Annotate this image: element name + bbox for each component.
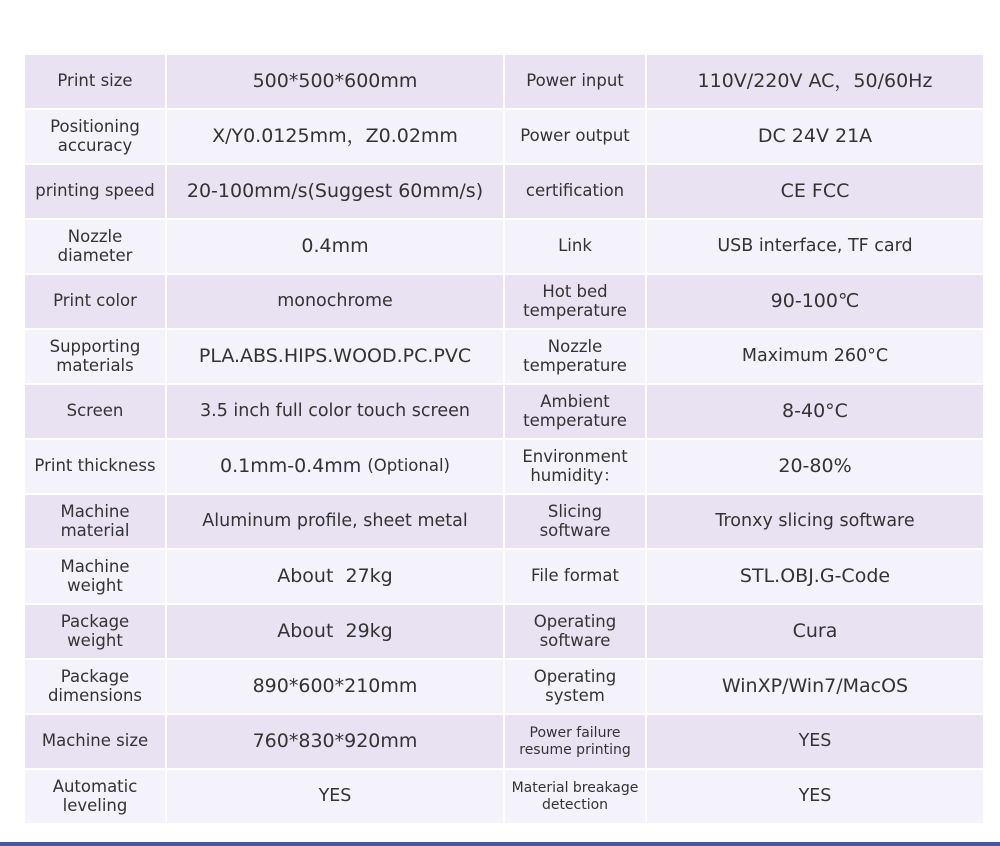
spec-label: Link xyxy=(505,220,645,273)
spec-row-print-color xyxy=(25,275,975,328)
spec-value: 890*600*210mm xyxy=(167,660,503,713)
spec-value: monochrome xyxy=(167,275,503,328)
spec-value: YES xyxy=(647,770,983,823)
spec-value-main: 0.1mm-0.4mm xyxy=(219,454,362,477)
spec-row-package-dimensions xyxy=(25,660,975,713)
spec-label: Ambient temperature xyxy=(505,385,645,438)
spec-value: STL.OBJ.G-Code xyxy=(647,550,983,603)
spec-row-print-size xyxy=(25,55,975,108)
spec-value: About 29kg xyxy=(167,605,503,658)
spec-label: Machine weight xyxy=(25,550,165,603)
spec-value: 0.4mm xyxy=(167,220,503,273)
spec-label: Supporting materials xyxy=(25,330,165,383)
spec-value: 3.5 inch full color touch screen xyxy=(167,385,503,438)
spec-label: Power input xyxy=(505,55,645,108)
spec-value: About 27kg xyxy=(167,550,503,603)
spec-row-package-weight xyxy=(25,605,975,658)
spec-row-screen xyxy=(25,385,975,438)
spec-label: Screen xyxy=(25,385,165,438)
spec-value: Maximum 260°C xyxy=(647,330,983,383)
spec-value: CE FCC xyxy=(647,165,983,218)
spec-value: 500*500*600mm xyxy=(167,55,503,108)
spec-row-machine-size xyxy=(25,715,975,768)
spec-value: DC 24V 21A xyxy=(647,110,983,163)
spec-row-machine-material xyxy=(25,495,975,548)
spec-label: certification xyxy=(505,165,645,218)
spec-row-printing-speed xyxy=(25,165,975,218)
spec-table xyxy=(25,55,975,825)
spec-label: Nozzle temperature xyxy=(505,330,645,383)
spec-row-automatic-leveling xyxy=(25,770,975,823)
bottom-divider xyxy=(0,842,1000,846)
spec-row-supporting-materials xyxy=(25,330,975,383)
spec-value: PLA.ABS.HIPS.WOOD.PC.PVC xyxy=(167,330,503,383)
spec-label: Power output xyxy=(505,110,645,163)
spec-value: YES xyxy=(647,715,983,768)
spec-value: 90-100℃ xyxy=(647,275,983,328)
spec-label: Material breakage detection xyxy=(505,770,645,823)
spec-label: Machine size xyxy=(25,715,165,768)
spec-value: 760*830*920mm xyxy=(167,715,503,768)
spec-label: Package dimensions xyxy=(25,660,165,713)
spec-row-positioning-accuracy xyxy=(25,110,975,163)
spec-label: Slicing software xyxy=(505,495,645,548)
spec-label: Package weight xyxy=(25,605,165,658)
spec-value: 8-40°C xyxy=(647,385,983,438)
spec-label: Operating system xyxy=(505,660,645,713)
spec-value: Cura xyxy=(647,605,983,658)
spec-row-nozzle-diameter xyxy=(25,220,975,273)
spec-label: Power failure resume printing xyxy=(505,715,645,768)
spec-label: Automatic leveling xyxy=(25,770,165,823)
spec-label: Hot bed temperature xyxy=(505,275,645,328)
spec-label: Machine material xyxy=(25,495,165,548)
spec-label: File format xyxy=(505,550,645,603)
spec-value: USB interface, TF card xyxy=(647,220,983,273)
spec-label: Positioning accuracy xyxy=(25,110,165,163)
spec-value: WinXP/Win7/MacOS xyxy=(647,660,983,713)
spec-label: Operating software xyxy=(505,605,645,658)
spec-value: X/Y0.0125mm，Z0.02mm xyxy=(167,110,503,163)
spec-label: Environment humidity： xyxy=(505,440,645,493)
spec-row-machine-weight xyxy=(25,550,975,603)
spec-label: printing speed xyxy=(25,165,165,218)
spec-value: YES xyxy=(167,770,503,823)
spec-label: Print color xyxy=(25,275,165,328)
spec-label: Print size xyxy=(25,55,165,108)
spec-value: Tronxy slicing software xyxy=(647,495,983,548)
spec-value: 20-100mm/s(Suggest 60mm/s) xyxy=(167,165,503,218)
spec-label: Print thickness xyxy=(25,440,165,493)
spec-value: 110V/220V AC，50/60Hz xyxy=(647,55,983,108)
spec-label: Nozzle diameter xyxy=(25,220,165,273)
spec-value-note: (Optional) xyxy=(367,456,450,476)
spec-row-print-thickness xyxy=(25,440,975,493)
spec-value xyxy=(167,440,503,493)
spec-value: Aluminum profile, sheet metal xyxy=(167,495,503,548)
spec-value: 20-80% xyxy=(647,440,983,493)
